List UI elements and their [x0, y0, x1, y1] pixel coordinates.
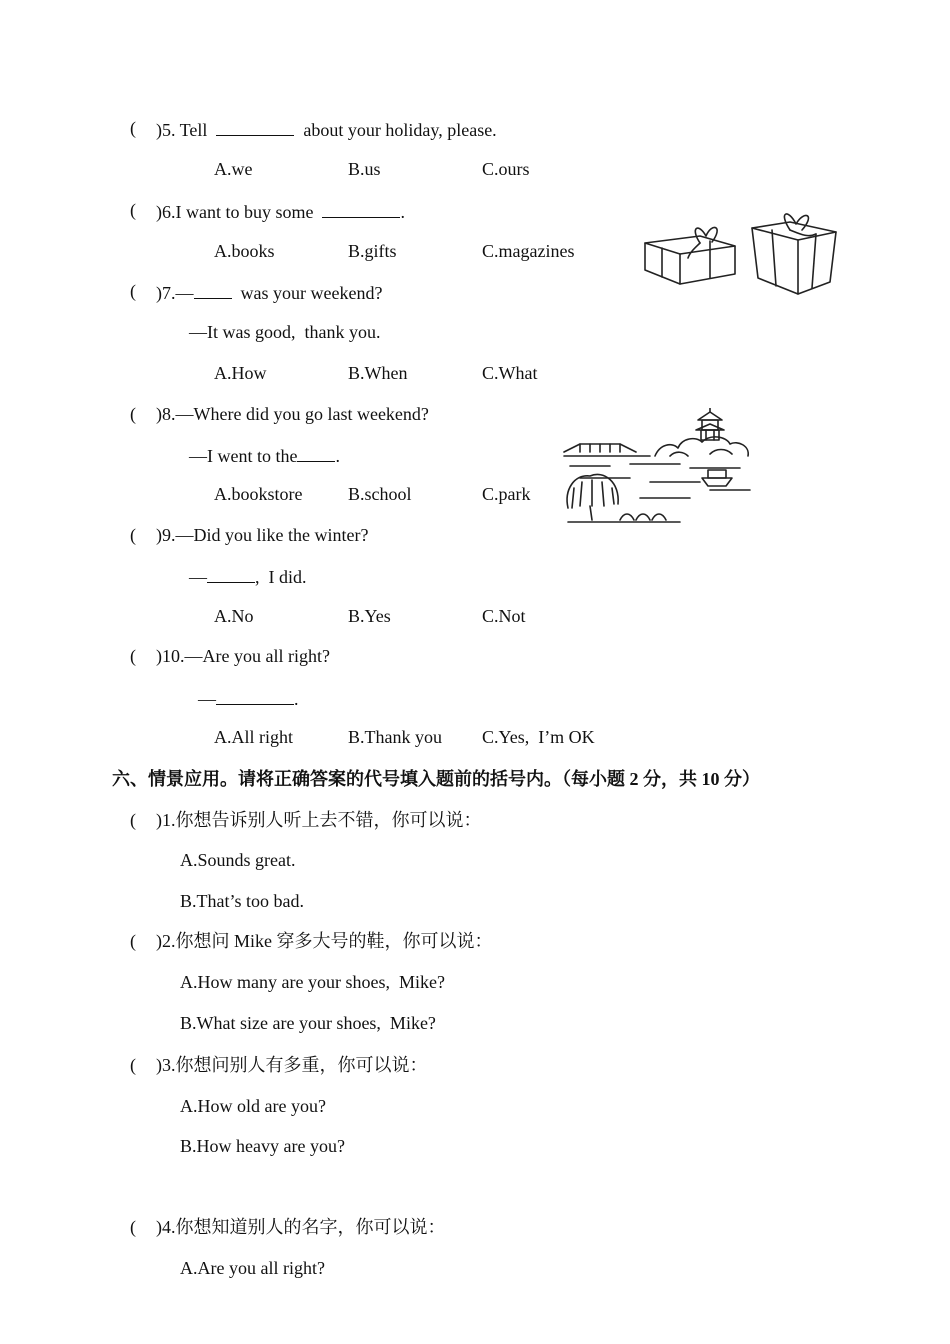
question-7-reply: —It was good, thank you.	[189, 322, 381, 342]
bridge-icon	[564, 444, 650, 456]
answer-blank[interactable]	[297, 443, 335, 462]
option-a: A.Sounds great.	[180, 850, 296, 870]
situation-question-2: )2.你想问 Mike 穿多大号的鞋，你可以说：	[156, 931, 493, 951]
question-7	[156, 280, 382, 304]
question-8-reply-end: .	[335, 446, 340, 466]
flowers-icon	[568, 514, 680, 522]
gift-boxes-illustration	[640, 208, 840, 298]
option-c: C.magazines	[482, 241, 575, 261]
option-c: C.park	[482, 484, 531, 504]
answer-paren: (	[130, 200, 136, 220]
question-7-tail: was your weekend?	[240, 283, 383, 303]
answer-paren: (	[130, 1217, 136, 1237]
option-a: A.How many are your shoes, Mike?	[180, 972, 445, 992]
answer-blank[interactable]	[216, 117, 294, 136]
question-10-reply	[198, 686, 299, 710]
answer-blank[interactable]	[322, 199, 400, 218]
option-a: A.books	[214, 241, 275, 261]
question-8-reply	[189, 443, 340, 467]
option-b: B.That’s too bad.	[180, 891, 304, 911]
option-b: B.school	[348, 484, 412, 504]
answer-paren: (	[130, 525, 136, 545]
option-a: A.No	[214, 606, 254, 626]
option-b: B.gifts	[348, 241, 397, 261]
option-b: B.Thank you	[348, 727, 442, 747]
answer-paren: (	[130, 404, 136, 424]
answer-paren: (	[130, 931, 136, 951]
pavilion-icon	[696, 408, 724, 440]
question-8-reply-start: —I went to the	[189, 446, 298, 466]
water-lines-icon	[570, 464, 750, 498]
question-5-tail: about your holiday, please.	[303, 120, 497, 140]
answer-paren: (	[130, 118, 136, 138]
question-9: )9.—Did you like the winter?	[156, 525, 369, 545]
boat-icon	[702, 470, 732, 486]
option-a: A.bookstore	[214, 484, 303, 504]
question-9-reply-start: —	[189, 567, 207, 587]
situation-question-1: )1.你想告诉别人听上去不错，你可以说：	[156, 810, 482, 830]
option-c: C.Yes, I’m OK	[482, 727, 595, 747]
option-b: B.us	[348, 159, 381, 179]
question-7-stem: )7.—	[156, 283, 194, 303]
question-6	[156, 199, 405, 223]
question-5-stem: )5. Tell	[156, 120, 208, 140]
question-6-stem: )6.I want to buy some	[156, 202, 314, 222]
answer-blank[interactable]	[194, 280, 232, 299]
question-6-tail: .	[400, 202, 405, 222]
option-c: C.Not	[482, 606, 526, 626]
answer-paren: (	[130, 1055, 136, 1075]
question-10: )10.—Are you all right?	[156, 646, 330, 666]
question-9-reply	[189, 564, 307, 588]
option-b: B.Yes	[348, 606, 391, 626]
answer-paren: (	[130, 810, 136, 830]
question-9-reply-end: , I did.	[255, 567, 307, 587]
option-a: A.All right	[214, 727, 293, 747]
option-b: B.What size are your shoes, Mike?	[180, 1013, 436, 1033]
option-a: A.How	[214, 363, 267, 383]
option-a: A.Are you all right?	[180, 1258, 325, 1278]
question-10-reply-end: .	[294, 689, 299, 709]
answer-blank[interactable]	[207, 564, 255, 583]
willow-tree-icon	[567, 474, 618, 520]
answer-blank[interactable]	[216, 686, 294, 705]
question-8: )8.—Where did you go last weekend?	[156, 404, 429, 424]
situation-question-4: )4.你想知道别人的名字，你可以说：	[156, 1217, 446, 1237]
option-b: B.How heavy are you?	[180, 1136, 345, 1156]
option-a: A.How old are you?	[180, 1096, 326, 1116]
question-5	[156, 117, 497, 141]
situation-question-3: )3.你想问别人有多重，你可以说：	[156, 1055, 428, 1075]
question-10-reply-start: —	[198, 689, 216, 709]
gift-box-large-icon	[752, 214, 836, 294]
answer-paren: (	[130, 281, 136, 301]
option-c: C.What	[482, 363, 538, 383]
option-b: B.When	[348, 363, 408, 383]
park-lake-illustration	[560, 408, 755, 528]
option-c: C.ours	[482, 159, 530, 179]
gift-box-small-icon	[645, 227, 735, 284]
option-a: A.we	[214, 159, 253, 179]
answer-paren: (	[130, 646, 136, 666]
section-heading: 六、情景应用。请将正确答案的代号填入题前的括号内。（每小题 2 分，共 10 分）	[112, 769, 760, 789]
